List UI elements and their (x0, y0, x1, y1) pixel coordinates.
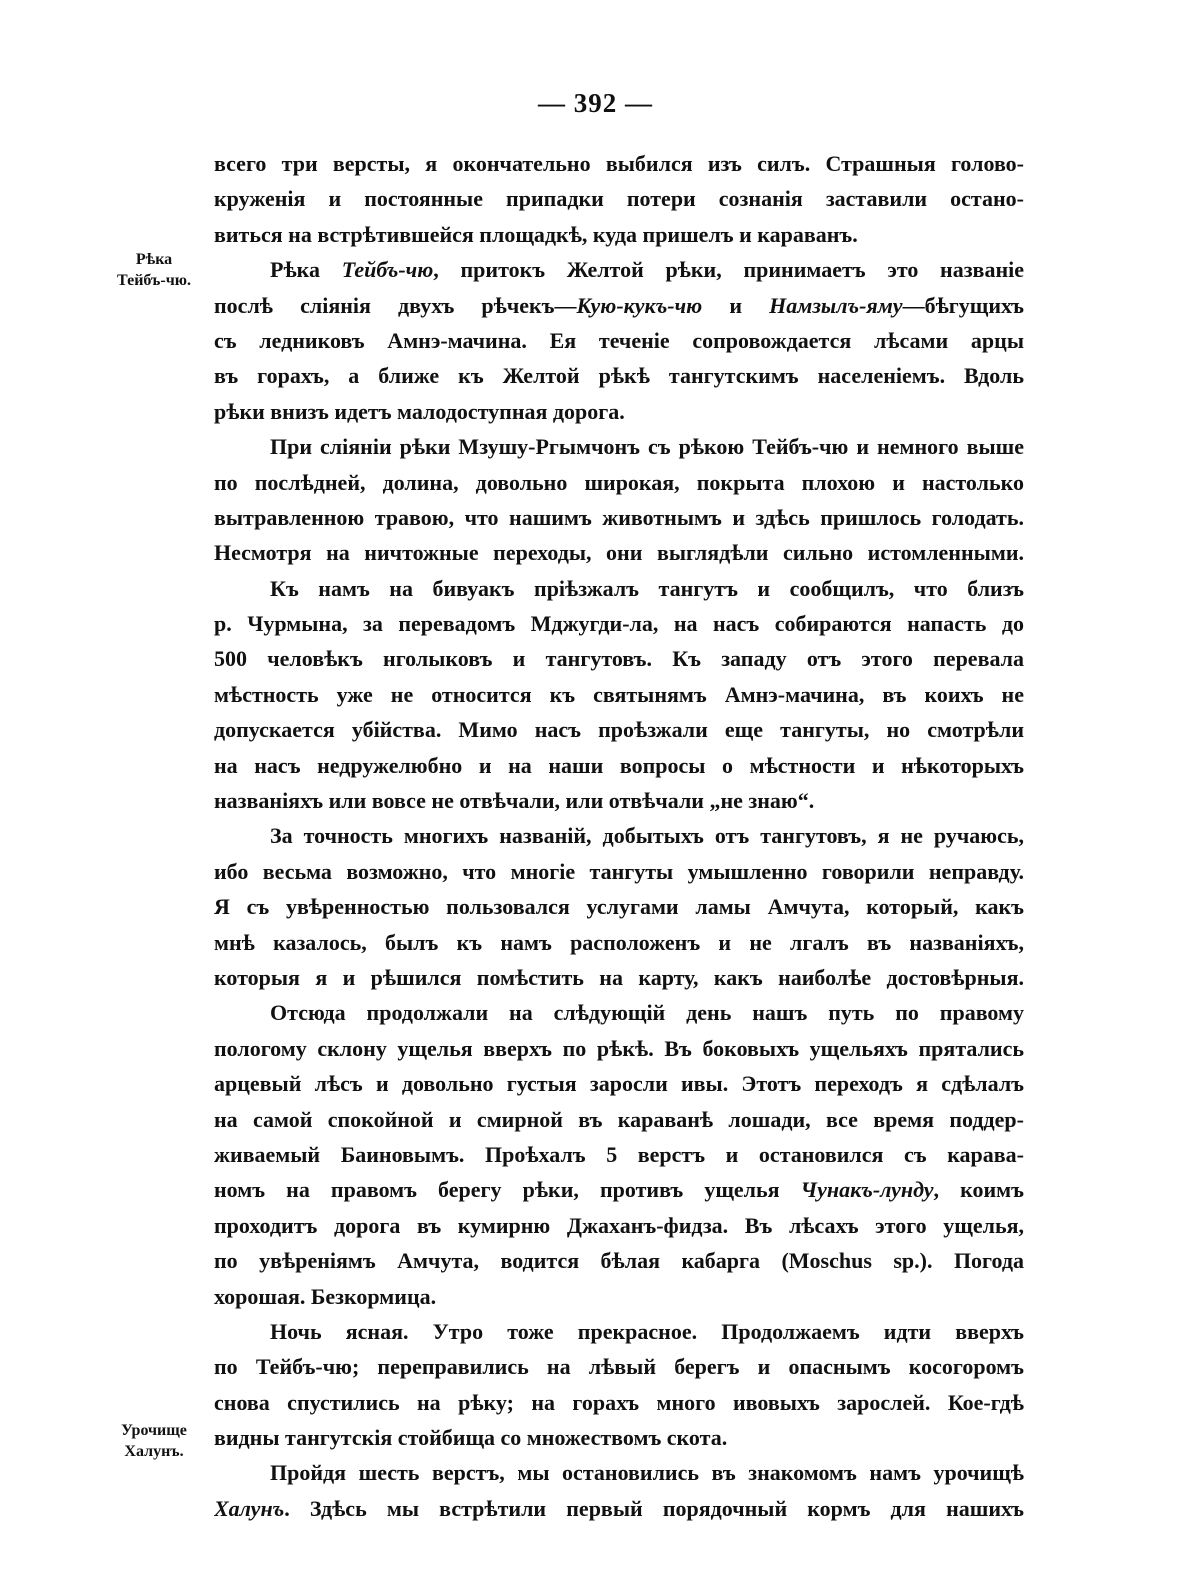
text-line: ибо весьма возможно, что многіе тангуты умышленно говорили неправду. (214, 858, 1024, 884)
text-line: всего три версты, я окончательно выбился изъ силъ. Страшныя голово- (214, 151, 1024, 176)
margin-note-line: Тейбъ-чю. (117, 272, 191, 289)
margin-note-line: Халунъ. (124, 1443, 184, 1460)
text-line: послѣ сліянія двухъ рѣчекъ—Кую-кукъ-чю и Намзылъ-яму—бѣгущихъ (214, 292, 1024, 318)
river-name: Намзылъ-яму (769, 292, 903, 318)
text-line: съ ледниковъ Амнэ-мачина. Ея теченіе сопровождается лѣсами арцы (214, 327, 1024, 353)
text-line: на насъ недружелюбно и на наши вопросы о мѣстности и нѣкоторыхъ (214, 752, 1024, 778)
text-line: видны тангутскія стойбища со множествомъ скота. (214, 1425, 728, 1451)
text-line: по увѣреніямъ Амчута, водится бѣлая кабарга (Moschus sp.). Погода (214, 1248, 1024, 1274)
text-line: При сліяніи рѣки Мзушу-Ргымчонъ съ рѣкою Тейбъ-чю и немного выше (270, 434, 1024, 460)
gorge-name: Чунакъ-лунду (800, 1177, 934, 1203)
text-line: на самой спокойной и смирной въ караванѣ лошади, все время поддер- (214, 1106, 1024, 1132)
text-line: номъ на правомъ берегу рѣки, противъ ущелья Чунакъ-лунду, коимъ (214, 1177, 1024, 1203)
text-line: по Тейбъ-чю; переправились на лѣвый берегъ и опаснымъ косогоромъ (214, 1354, 1024, 1380)
text-line: Отсюда продолжали на слѣдующій день нашъ путь по правому (270, 1000, 1024, 1026)
margin-note-line: Рѣка (135, 251, 173, 268)
text-line: Ночь ясная. Утро тоже прекрасное. Продолжаемъ идти вверхъ (270, 1318, 1024, 1344)
text-line: Я съ увѣренностью пользовался услугами ламы Амчута, который, какъ (214, 894, 1024, 920)
text-line: хорошая. Безкормица. (214, 1283, 437, 1309)
text-line: по послѣдней, долина, довольно широкая, покрыта плохою и настолько (214, 469, 1024, 495)
text-line: Пройдя шесть верстъ, мы остановились въ знакомомъ намъ урочищѣ (270, 1460, 1024, 1486)
margin-note-line: Урочище (121, 1422, 187, 1439)
text-line: арцевый лѣсъ и довольно густыя заросли ивы. Этотъ переходъ я сдѣлалъ (214, 1071, 1024, 1097)
text-line: проходитъ дорога въ кумирню Джаханъ-фидза. Въ лѣсахъ этого ущелья, (214, 1212, 1024, 1238)
text-line: Къ намъ на бивуакъ пріѣзжалъ тангутъ и сообщилъ, что близъ (270, 575, 1024, 601)
margin-note-tract (104, 1420, 204, 1462)
text-line: Рѣка Тейбъ-чю, притокъ Желтой рѣки, принимаетъ это названіе (270, 257, 1024, 283)
text-line: За точность многихъ названій, добытыхъ отъ тангутовъ, я не ручаюсь, (270, 823, 1024, 849)
text-line: 500 человѣкъ нголыковъ и тангутовъ. Къ западу отъ этого перевала (214, 646, 1024, 672)
text-line: пологому склону ущелья вверхъ по рѣкѣ. Въ боковыхъ ущельяхъ прятались (214, 1035, 1024, 1061)
margin-note-river (104, 249, 204, 291)
text-line: мѣстность уже не относится къ святынямъ Амнэ-мачина, въ коихъ не (214, 681, 1024, 707)
text-line: мнѣ казалось, былъ къ намъ расположенъ и не лгалъ въ названіяхъ, (214, 929, 1024, 955)
river-name: Тейбъ-чю (341, 257, 434, 283)
text-line: вытравленною травою, что нашимъ животнымъ и здѣсь пришлось голодать. (214, 504, 1024, 530)
text-line: рѣки внизъ идетъ малодоступная дорога. (214, 398, 625, 424)
text-line: въ горахъ, а ближе къ Желтой рѣкѣ тангутскимъ населеніемъ. Вдоль (214, 363, 1024, 389)
river-name: Кую-кукъ-чю (576, 292, 703, 318)
text-line: Несмотря на ничтожные переходы, они выглядѣли сильно истомленными. (214, 540, 1024, 566)
body-text (214, 146, 1024, 1526)
text-line: живаемый Баиновымъ. Проѣхалъ 5 верстъ и остановился съ карава- (214, 1141, 1024, 1167)
text-line: круженія и постоянные припадки потери сознанія заставили остано- (214, 186, 1024, 212)
text-line: р. Чурмына, за перевадомъ Мджугди-ла, на насъ собираются напасть до (214, 611, 1024, 637)
text-line: Халунъ. Здѣсь мы встрѣтили первый порядочный кормъ для нашихъ (214, 1495, 1024, 1521)
page-number: — 392 — (538, 88, 653, 118)
text-line: которыя я и рѣшился помѣстить на карту, какъ наиболѣе достовѣрныя. (214, 964, 1024, 990)
text-line: виться на встрѣтившейся площадкѣ, куда пришелъ и караванъ. (214, 221, 858, 247)
text-line: допускается убійства. Мимо насъ проѣзжали еще тангуты, но смотрѣли (214, 717, 1024, 743)
text-line: названіяхъ или вовсе не отвѣчали, или отвѣчали „не знаю“. (214, 788, 815, 814)
tract-name: Халунъ (214, 1495, 285, 1521)
text-line: снова спустились на рѣку; на горахъ много ивовыхъ зарослей. Кое-гдѣ (214, 1389, 1024, 1415)
